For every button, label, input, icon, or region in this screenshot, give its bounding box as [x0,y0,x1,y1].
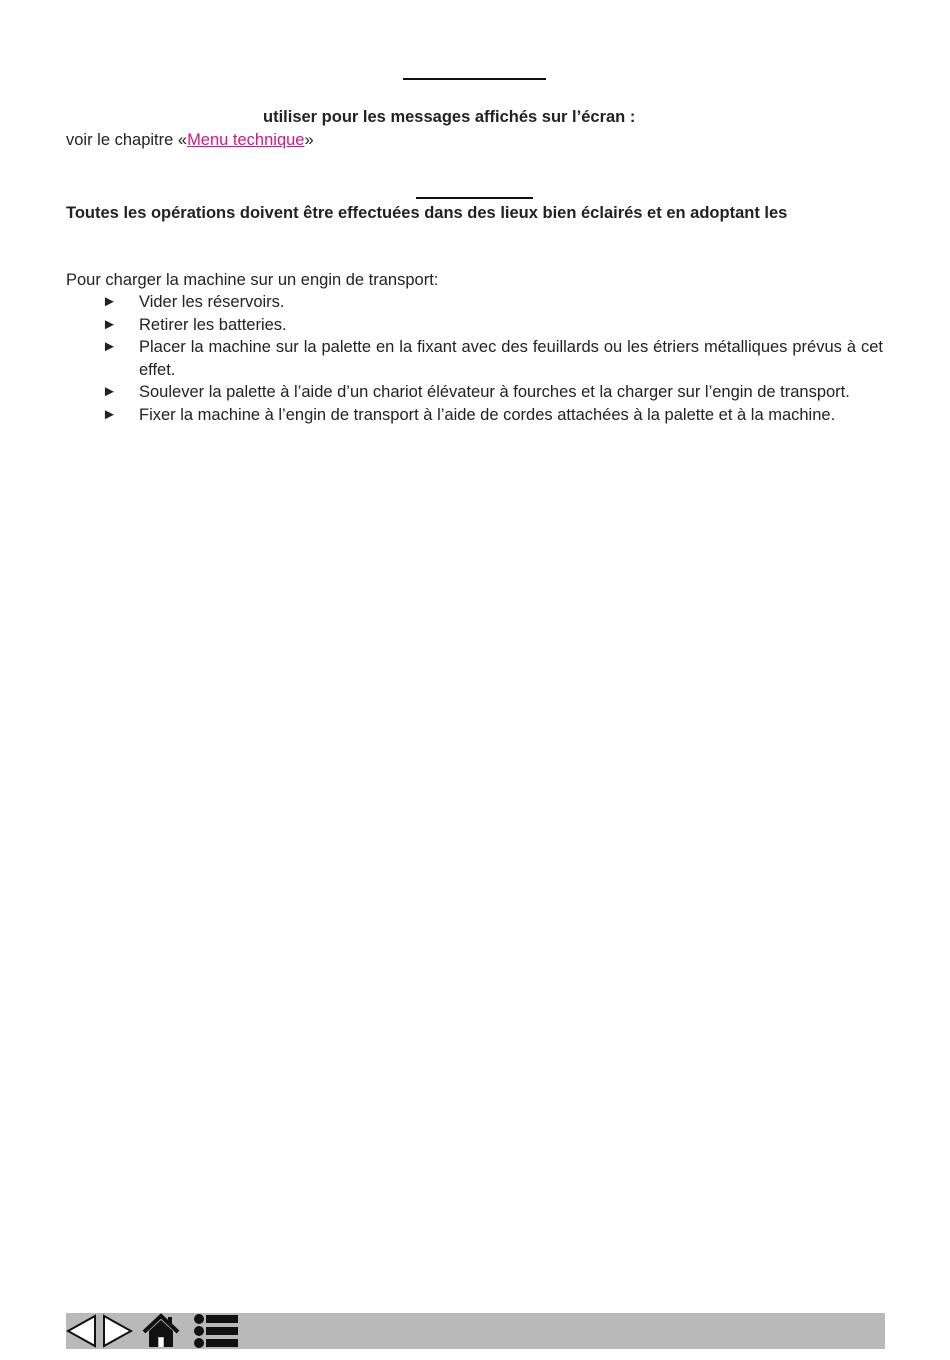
step-text: Retirer les batteries. [139,315,287,334]
menu-technique-link[interactable]: Menu technique [187,131,305,149]
section-heading: utiliser pour les messages affichés sur l’écran : [263,108,636,126]
list-item [66,291,883,314]
step-text: Soulever la palette à l’aide d’un chariot élévateur à fourches et la charger sur l’engin de transport. [139,383,850,402]
section-title-underline [403,78,546,80]
subsection-title-underline [416,197,533,199]
safety-note: Toutes les opérations doivent être effectuées dans des lieux bien éclairés et en adoptant les [66,204,788,222]
bullet-icon: ► [102,293,117,310]
next-page-icon[interactable] [101,1313,133,1349]
step-text: Vider les réservoirs. [139,293,285,311]
transport-steps-list [66,291,883,427]
bullet-icon: ► [102,315,117,333]
see-chapter-prefix: voir le chapitre « [66,131,188,149]
list-item [66,404,883,427]
transport-intro: Pour charger la machine sur un engin de transport: [66,271,439,289]
see-chapter-suffix: » [304,131,314,149]
bullet-icon: ► [102,338,117,356]
list-item [66,314,883,337]
previous-page-icon[interactable] [66,1313,98,1349]
navigation-bar [66,1313,885,1349]
bullet-icon: ► [102,383,117,401]
step-text: Fixer la machine à l’engin de transport à l’aide de cordes attachées à la palette et à la machine. [139,405,836,424]
home-icon[interactable] [141,1313,181,1349]
step-text: Placer la machine sur la palette en la fixant avec des feuillards ou les étriers métalliques prévus à cet effet. [139,338,883,379]
bullet-icon: ► [102,405,117,423]
see-chapter-line [66,131,314,150]
list-item [66,381,883,404]
list-item [66,336,883,381]
table-of-contents-icon[interactable] [192,1313,240,1349]
